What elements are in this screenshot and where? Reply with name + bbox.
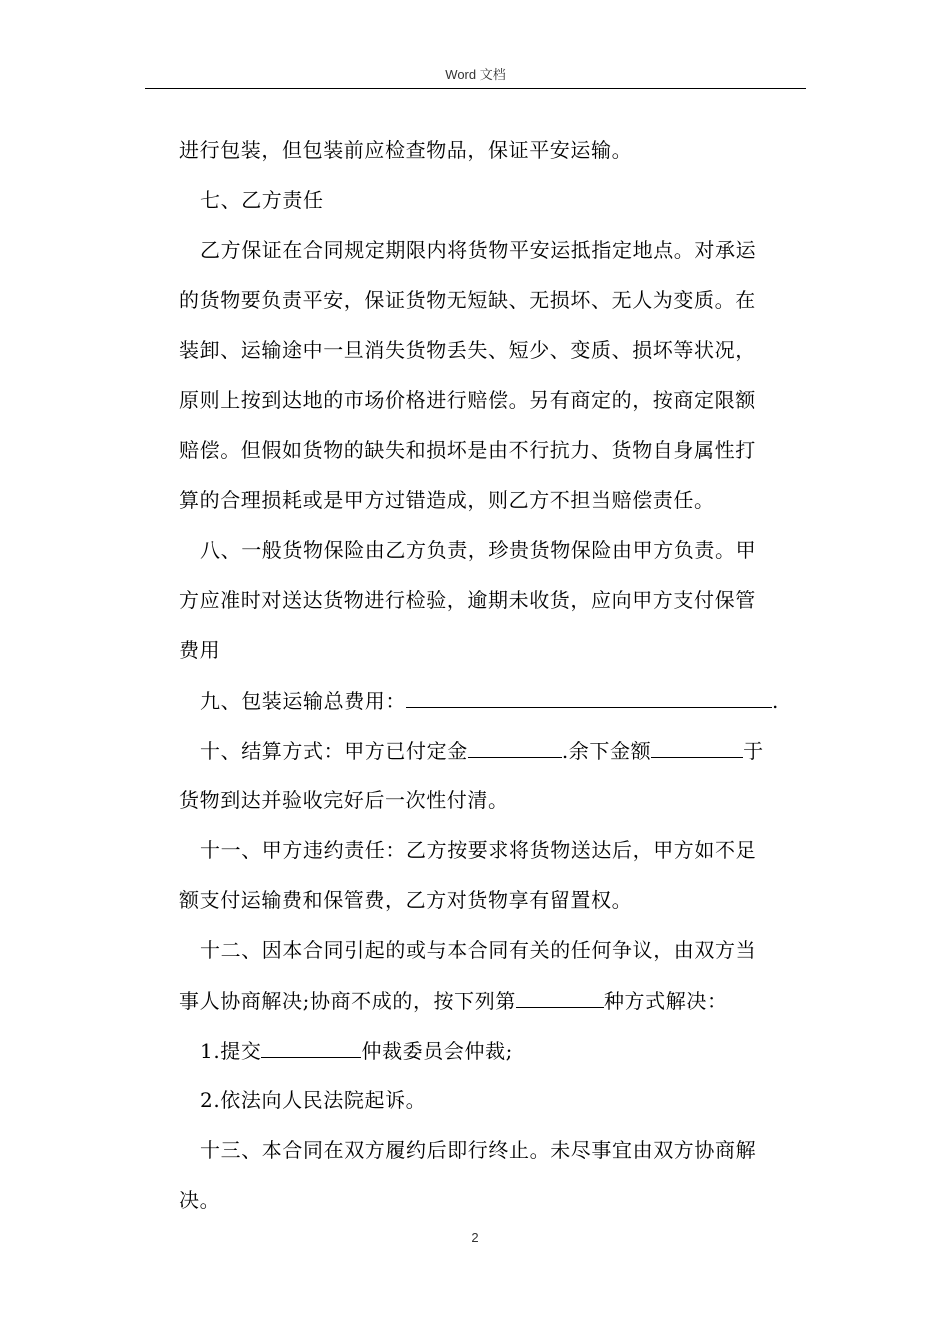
total-fee-label: 九、包装运输总费用： (200, 689, 406, 713)
total-fee-line (200, 687, 830, 714)
body-line: 十一、甲方违约责任：乙方按要求将货物送达后，甲方如不足 (200, 838, 757, 862)
body-line: 十二、因本合同引起的或与本合同有关的任何争议，由双方当 (200, 938, 757, 962)
header-divider (145, 88, 806, 89)
settlement-line (200, 737, 830, 764)
body-line: 十三、本合同在双方履约后即行终止。未尽事宜由双方协商解 (200, 1138, 757, 1162)
body-line: 原则上按到达地的市场价格进行赔偿。另有商定的，按商定限额 (179, 388, 756, 412)
arbitration-line (200, 1037, 830, 1064)
page-number: 2 (471, 1230, 479, 1245)
body-line: 费用 (179, 638, 221, 662)
arbitration-label: 1.提交 (200, 1039, 262, 1063)
arbitration-blank[interactable] (261, 1037, 361, 1058)
dispute-line (179, 987, 809, 1014)
body-line: 进行包装，但包装前应检查物品，保证平安运输。 (179, 138, 633, 162)
body-line: 八、一般货物保险由乙方负责，珍贵货物保险由甲方负责。甲 (200, 538, 757, 562)
dispute-method-blank[interactable] (516, 987, 604, 1008)
body-line: 的货物要负责平安，保证货物无短缺、无损坏、无人为变质。在 (179, 288, 756, 312)
body-line: 乙方保证在合同规定期限内将货物平安运抵指定地点。对承运 (200, 238, 757, 262)
remaining-label: .余下金额 (561, 739, 652, 763)
arbitration-suffix: 仲裁委员会仲裁; (361, 1039, 514, 1063)
body-line: 赔偿。但假如货物的缺失和损坏是由不行抗力、货物自身属性打 (179, 438, 756, 462)
body-line: 2.依法向人民法院起诉。 (200, 1088, 427, 1112)
remaining-amount-blank[interactable] (651, 737, 743, 758)
dispute-suffix: 种方式解决： (603, 989, 728, 1013)
body-line: 装卸、运输途中一旦消失货物丢失、短少、变质、损坏等状况， (179, 338, 756, 362)
body-line: 方应准时对送达货物进行检验，逾期未收货，应向甲方支付保管 (179, 588, 756, 612)
dispute-label: 事人协商解决;协商不成的，按下列第 (179, 989, 516, 1013)
period: . (772, 689, 779, 713)
deposit-label: 十、结算方式：甲方已付定金 (200, 739, 468, 763)
section-heading: 七、乙方责任 (200, 188, 324, 212)
page-header: Word 文档 (445, 67, 506, 82)
body-line: 算的合理损耗或是甲方过错造成，则乙方不担当赔偿责任。 (179, 488, 715, 512)
body-line: 额支付运输费和保管费，乙方对货物享有留置权。 (179, 888, 633, 912)
body-line: 货物到达并验收完好后一次性付清。 (179, 788, 509, 812)
settlement-suffix: 于 (743, 739, 764, 763)
deposit-blank[interactable] (468, 737, 562, 758)
body-line: 决。 (179, 1188, 221, 1212)
total-fee-blank[interactable] (406, 687, 772, 708)
